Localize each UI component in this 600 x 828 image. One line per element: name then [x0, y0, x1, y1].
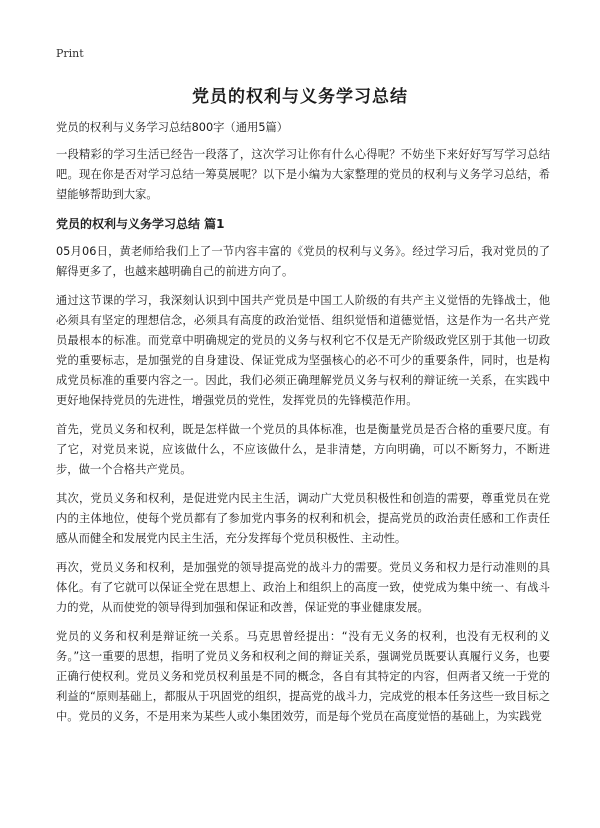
print-link[interactable]: Print [56, 47, 84, 60]
document-subtitle: 党员的权利与义务学习总结800字（通用5篇） [56, 121, 289, 134]
document-body [56, 118, 550, 736]
document-title: 党员的权利与义务学习总结 [192, 87, 408, 107]
paragraph-2: 通过这节课的学习，我深刻认识到中国共产党员是中国工人阶级的有共产主义觉悟的先锋战士，他必须具有坚定的理想信念，必须具有高度的政治觉悟、组织觉悟和道德觉悟，这是作为一名共产党员最根本的标准。而党章中明确规定的党员的义务与权利它不仅是无产阶级政党区别于其他一切政党的重要标志，是加强党的自身建设、保证党成为坚强核心的必不可少的重要条件，同时，也是构成党员标准的重要内容之一。因此，我们必须正确理解党员义务与权利的辩证统一关系，在实践中更好地保持党员的先进性，增强党员的党性，发挥党员的先锋模范作用。 [56, 294, 550, 407]
section-heading: 党员的权利与义务学习总结 篇1 [56, 217, 225, 231]
paragraph-4: 其次，党员义务和权利，是促进党内民主生活，调动广大党员积极性和创造的需要，尊重党员在党内的主体地位，使每个党员都有了参加党内事务的权利和机会，提高党员的政治责任感和工作责任感从而健全和发展党内民主生活，充分发挥每个党员积极性、主动性。 [56, 492, 550, 545]
paragraph-3: 首先，党员义务和权利，既是怎样做一个党员的具体标准，也是衡量党员是否合格的重要尺度。有了它，对党员来说，应该做什么，不应该做什么，是非清楚，方向明确，可以不断努力，不断进步，做一个合格共产党员。 [56, 423, 550, 476]
paragraph-1: 05月06日，黄老师给我们上了一节内容丰富的《党员的权利与义务》。经过学习后，我对党员的了解得更多了，也越来越明确自己的前进方向了。 [56, 245, 550, 278]
intro-paragraph: 一段精彩的学习生活已经告一段落了，这次学习让你有什么心得呢？不妨坐下来好好写写学习总结吧。现在你是否对学习总结一筹莫展呢？以下是小编为大家整理的党员的权利与义务学习总结，希望能够帮助到大家。 [56, 148, 550, 201]
paragraph-5: 再次，党员义务和权利，是加强党的领导提高党的战斗力的需要。党员义务和权力是行动准则的具体化。有了它就可以保证全党在思想上、政治上和组织上的高度一致，使党成为集中统一、有战斗力的党，从而使党的领导得到加强和保证和改善，保证党的事业健康发展。 [56, 561, 550, 614]
paragraph-6: 党员的义务和权利是辩证统一关系。马克思曾经提出：“没有无义务的权利，也没有无权利的义务。”这一重要的思想，指明了党员义务和权利之间的辩证关系，强调党员既要认真履行义务，也要正确行使权利。党员义务和党员权利虽是不同的概念，各自有其特定的内容，但两者又统一于党的利益的“原则基础上，都服从于巩固党的组织，提高党的战斗力，完成党的根本任务这些一致目标之中。党员的义务，不是用来为某些人或小集团效劳，而是每个党员在高度觉悟的基础上，为实践党 [56, 630, 550, 723]
